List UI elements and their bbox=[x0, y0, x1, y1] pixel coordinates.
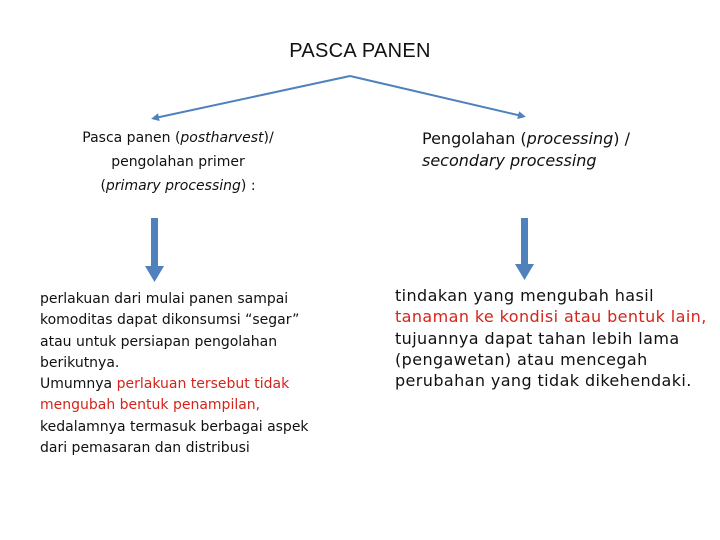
left-description-p1: perlakuan dari mulai panen sampai komoditas dapat dikonsumsi “segar” atau untuk persiapan pengolahan berikutnya. bbox=[40, 291, 300, 371]
page-title: PASCA PANEN bbox=[289, 40, 431, 62]
left-heading: Pasca panen (postharvest)/ pengolahan primer (primary processing) : bbox=[82, 130, 274, 194]
arrow-to-right-heading bbox=[350, 76, 522, 116]
right-description: tindakan yang mengubah hasil tanaman ke kondisi atau bentuk lain, tujuannya dapat tahan lebih lama (pengawetan) atau mencegah perubahan yang tidak dikehendaki. bbox=[395, 286, 707, 391]
down-arrow-right bbox=[515, 218, 534, 280]
down-arrow-left bbox=[145, 218, 164, 282]
arrow-to-left-heading bbox=[155, 76, 350, 118]
right-heading: Pengolahan (processing) / secondary processing bbox=[422, 129, 630, 170]
left-description bbox=[40, 289, 330, 459]
left-description-p2: Umumnya perlakuan tersebut tidak mengubah bentuk penampilan, kedalamnya termasuk berbagai aspek dari pemasaran dan distribusi bbox=[40, 376, 309, 457]
